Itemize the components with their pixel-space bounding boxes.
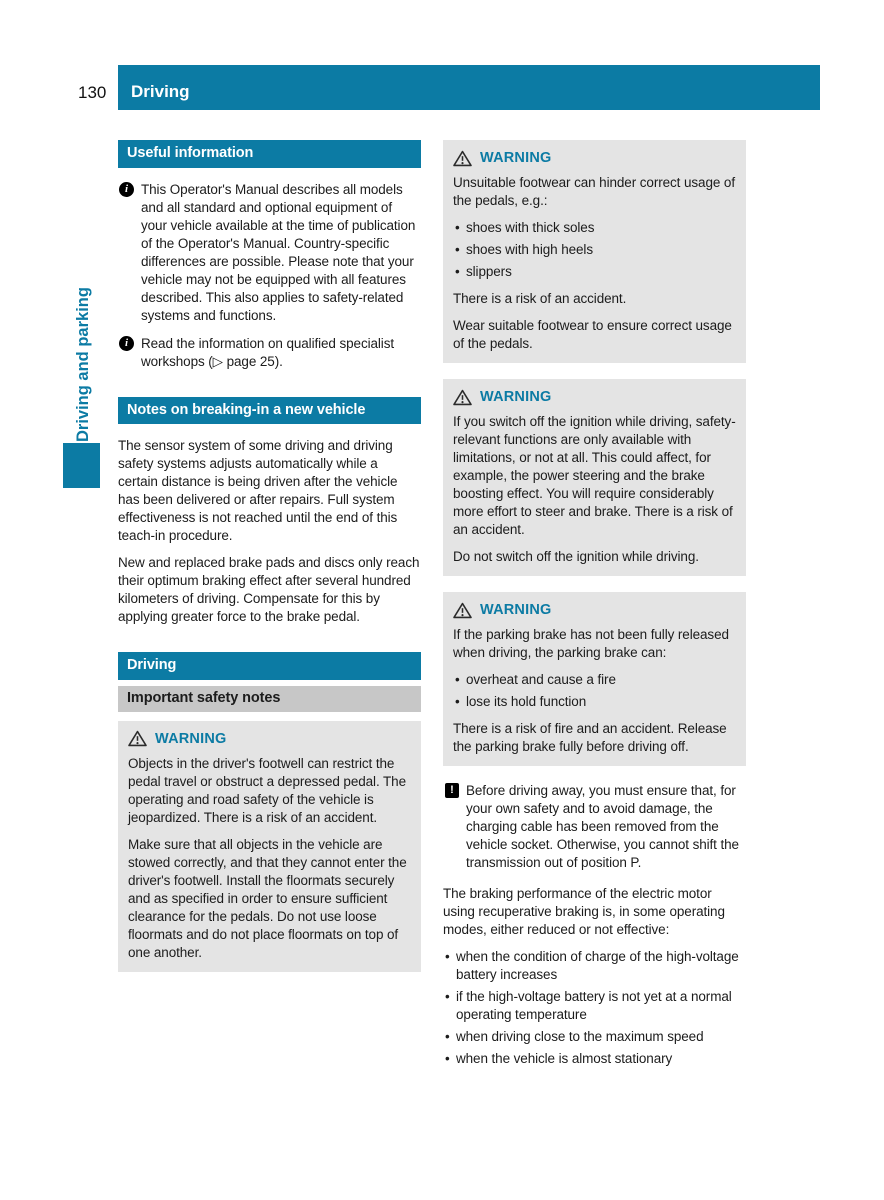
list-item: • when the vehicle is almost stationary bbox=[443, 1050, 746, 1068]
warning-bullet-list bbox=[453, 219, 736, 281]
warning-text: There is a risk of fire and an accident. Release the parking brake fully before driving off. bbox=[453, 721, 727, 754]
warning-box-parking-brake bbox=[443, 592, 746, 766]
warning-triangle-icon bbox=[453, 150, 472, 167]
warning-label: WARNING bbox=[480, 150, 552, 166]
warning-header bbox=[128, 730, 411, 748]
warning-text: There is a risk of an accident. bbox=[453, 291, 627, 306]
warning-text: Make sure that all objects in the vehicle are stowed correctly, and that they cannot enter the driver's footwell. Install the floormats securely and as specified in order to ensure sufficient clearance for the pedals. Do not use loose floormats and do not place floormats on top of one another. bbox=[128, 836, 407, 960]
list-item: • shoes with high heels bbox=[453, 241, 736, 259]
list-item: • when driving close to the maximum speed bbox=[443, 1028, 746, 1046]
chapter-title: Driving bbox=[131, 82, 190, 101]
warning-header bbox=[453, 601, 736, 619]
list-item: • if the high-voltage battery is not yet at a normal operating temperature bbox=[443, 988, 746, 1024]
list-item: • when the condition of charge of the high-voltage battery increases bbox=[443, 948, 746, 984]
warning-text: If the parking brake has not been fully released when driving, the parking brake can: bbox=[453, 627, 729, 660]
warning-text: If you switch off the ignition while driving, safety-relevant functions are only available with limitations, or not at all. This could affect, for example, the power steering and the brake boosting effect. You will require considerably more effort to steer and brake. There is a risk of an accident. bbox=[453, 414, 736, 537]
list-item: • slippers bbox=[453, 263, 736, 281]
warning-header bbox=[453, 149, 736, 167]
warning-bullet-list bbox=[453, 671, 736, 711]
warning-text: Wear suitable footwear to ensure correct usage of the pedals. bbox=[453, 318, 732, 351]
warning-box-ignition bbox=[443, 379, 746, 576]
page-header bbox=[63, 65, 820, 110]
exclamation-icon bbox=[445, 783, 459, 798]
body-paragraph: The braking performance of the electric motor using recuperative braking is, in some operating modes, either reduced or not effective: bbox=[443, 886, 725, 937]
warning-text: Unsuitable footwear can hinder correct usage of the pedals, e.g.: bbox=[453, 175, 735, 208]
bullet-list bbox=[443, 948, 746, 1068]
info-note-text: Read the information on qualified specialist workshops (▷ page 25). bbox=[141, 335, 395, 369]
warning-triangle-icon bbox=[453, 602, 472, 619]
attention-note-text: Before driving away, you must ensure that, for your own safety and to avoid damage, the charging cable has been removed from the vehicle socket. Otherwise, you cannot shift the transmission out of position P. bbox=[466, 783, 739, 870]
warning-label: WARNING bbox=[155, 730, 227, 747]
warning-triangle-icon bbox=[453, 389, 472, 406]
warning-box-footwear bbox=[443, 140, 746, 363]
warning-text: Objects in the driver's footwell can restrict the pedal travel or obstruct a depressed pedal. The operating and road safety of the vehicle is jeopardized. There is a risk of an accident. bbox=[128, 755, 406, 825]
warning-triangle-icon bbox=[128, 730, 147, 747]
list-item: • shoes with thick soles bbox=[453, 219, 736, 237]
list-item: • overheat and cause a fire bbox=[453, 671, 736, 689]
warning-label: WARNING bbox=[480, 602, 552, 618]
attention-note bbox=[443, 782, 746, 872]
info-note-text: This Operator's Manual describes all models and all standard and optional equipment of your vehicle available at the time of publication of the Operator's Manual. Country-specific differences are possible. Please note that your vehicle may not be equipped with all features described. This also applies to safety-related systems and functions. bbox=[141, 181, 416, 323]
list-item: • lose its hold function bbox=[453, 693, 736, 711]
section-header-useful-information: Useful information bbox=[118, 140, 421, 168]
warning-box-footwell bbox=[118, 721, 421, 972]
info-note bbox=[118, 181, 421, 325]
warning-label: WARNING bbox=[480, 389, 552, 405]
info-icon bbox=[119, 336, 134, 351]
section-header-breaking-in: Notes on breaking-in a new vehicle bbox=[118, 397, 421, 425]
body-paragraph: The sensor system of some driving and driving safety systems adjusts automatically while a certain distance is being driven after the vehicle has been delivered or after repairs. Full system effectiveness is not reached until the end of this teach-in procedure. bbox=[118, 438, 398, 544]
chapter-side-label: Driving and parking bbox=[74, 287, 92, 442]
info-note bbox=[118, 335, 421, 371]
page-number: 130 bbox=[78, 83, 107, 102]
left-column bbox=[118, 140, 421, 988]
right-column bbox=[443, 140, 746, 1077]
section-header-driving: Driving bbox=[118, 652, 421, 680]
chapter-title-bar bbox=[118, 65, 820, 110]
warning-header bbox=[453, 388, 736, 406]
info-icon bbox=[119, 182, 134, 197]
chapter-tab-marker bbox=[63, 443, 100, 488]
body-paragraph: New and replaced brake pads and discs only reach their optimum braking effect after several hundred kilometers of driving. Compensate for this by applying greater force to the brake pedal. bbox=[118, 555, 420, 625]
warning-text: Do not switch off the ignition while driving. bbox=[453, 549, 699, 564]
subsection-header-important-safety-notes: Important safety notes bbox=[118, 686, 421, 712]
